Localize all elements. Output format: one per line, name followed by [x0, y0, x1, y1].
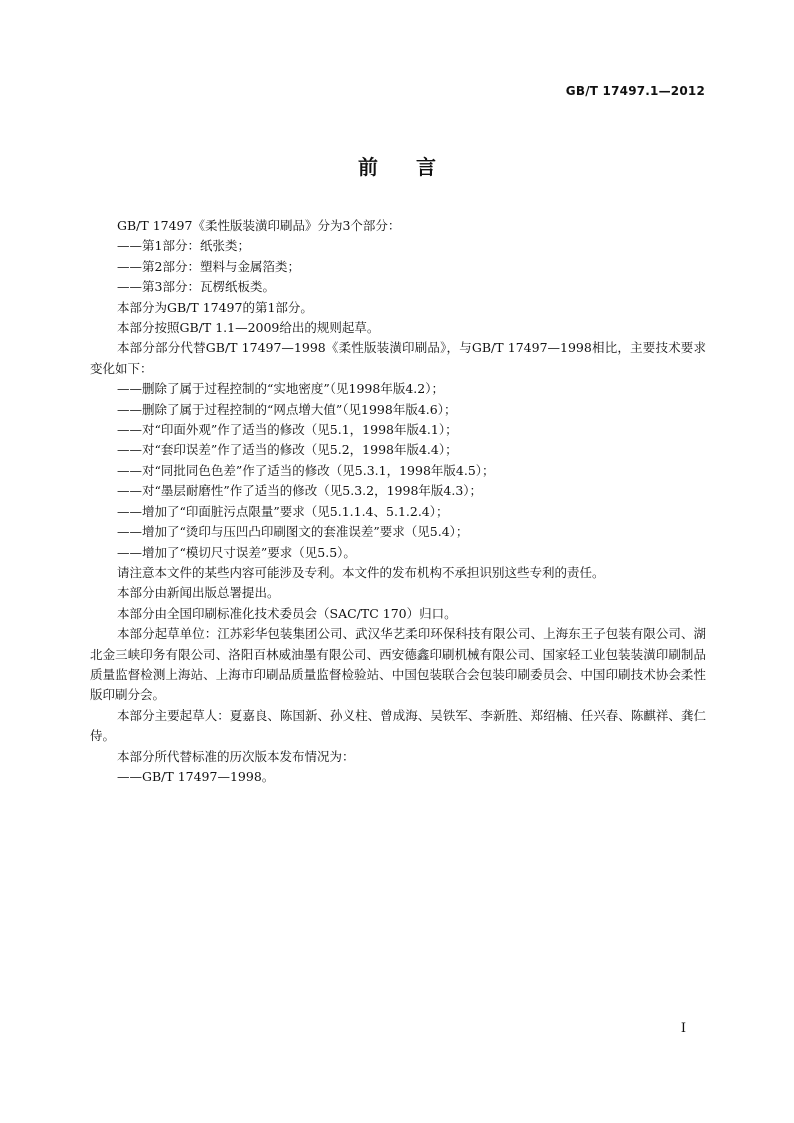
paragraph: GB/T 17497《柔性版装潢印刷品》分为3个部分： — [117, 218, 401, 233]
foreword-body — [90, 216, 706, 787]
paragraph: 本部分主要起草人：夏嘉良、陈国新、孙义柱、曾成海、吴铁军、李新胜、郑绍楠、任兴春、陈麒祥、龚仁侍。 — [90, 707, 706, 744]
standard-code: GB/T 17497.1—2012 — [565, 84, 705, 98]
list-item: ——对“同批同色色差”作了适当的修改（见5.3.1，1998年版4.5）； — [117, 462, 495, 478]
list-item: ——删除了属于过程控制的“实地密度”（见1998年版4.2）； — [117, 381, 444, 397]
paragraph: 本部分起草单位：江苏彩华包装集团公司、武汉华艺柔印环保科技有限公司、上海东王子包装有限公司、湖北金三峡印务有限公司、洛阳百林威油墨有限公司、西安德鑫印刷机械有限公司、国家轻工业包装装潢印刷制品质量监督检测上海站、上海市印刷品质量监督检验站、中国包装联合会包装印刷委员会、中国印刷技术协会柔性版印刷分会。 — [90, 626, 706, 703]
paragraph: 本部分为GB/T 17497的第1部分。 — [117, 299, 313, 315]
paragraph: 本部分所代替标准的历次版本发布情况为： — [117, 748, 355, 764]
list-item: ——删除了属于过程控制的“网点增大值”（见1998年版4.6）； — [117, 401, 457, 417]
list-item: ——对“印面外观”作了适当的修改（见5.1，1998年版4.1）； — [117, 422, 458, 438]
paragraph: 本部分按照GB/T 1.1—2009给出的规则起草。 — [117, 320, 380, 336]
list-item: ——第2部分：塑料与金属箔类； — [117, 258, 300, 274]
list-item: ——增加了“印面脏污点限量”要求（见5.1.1.4、5.1.2.4）； — [117, 503, 449, 519]
paragraph: 本部分部分代替GB/T 17497—1998《柔性版装潢印刷品》，与GB/T 17497—1998相比，主要技术要求变化如下： — [90, 340, 706, 376]
list-item: ——第3部分：瓦楞纸板类。 — [117, 279, 275, 295]
list-item: ——增加了“烫印与压凹凸印刷图文的套准误差”要求（见5.4）； — [117, 524, 469, 540]
page-number: I — [680, 1021, 686, 1036]
list-item: ——GB/T 17497—1998。 — [117, 768, 275, 784]
page-title: 前言 — [358, 155, 474, 179]
list-item: ——增加了“模切尺寸误差”要求（见5.5）。 — [117, 544, 356, 560]
list-item: ——对“墨层耐磨性”作了适当的修改（见5.3.2，1998年版4.3）； — [117, 483, 483, 499]
list-item: ——对“套印误差”作了适当的修改（见5.2，1998年版4.4）； — [117, 442, 458, 458]
paragraph: 本部分由全国印刷标准化技术委员会（SAC/TC 170）归口。 — [117, 605, 457, 621]
list-item: ——第1部分：纸张类； — [117, 238, 250, 254]
paragraph: 请注意本文件的某些内容可能涉及专利。本文件的发布机构不承担识别这些专利的责任。 — [117, 564, 605, 580]
paragraph: 本部分由新闻出版总署提出。 — [117, 585, 280, 601]
